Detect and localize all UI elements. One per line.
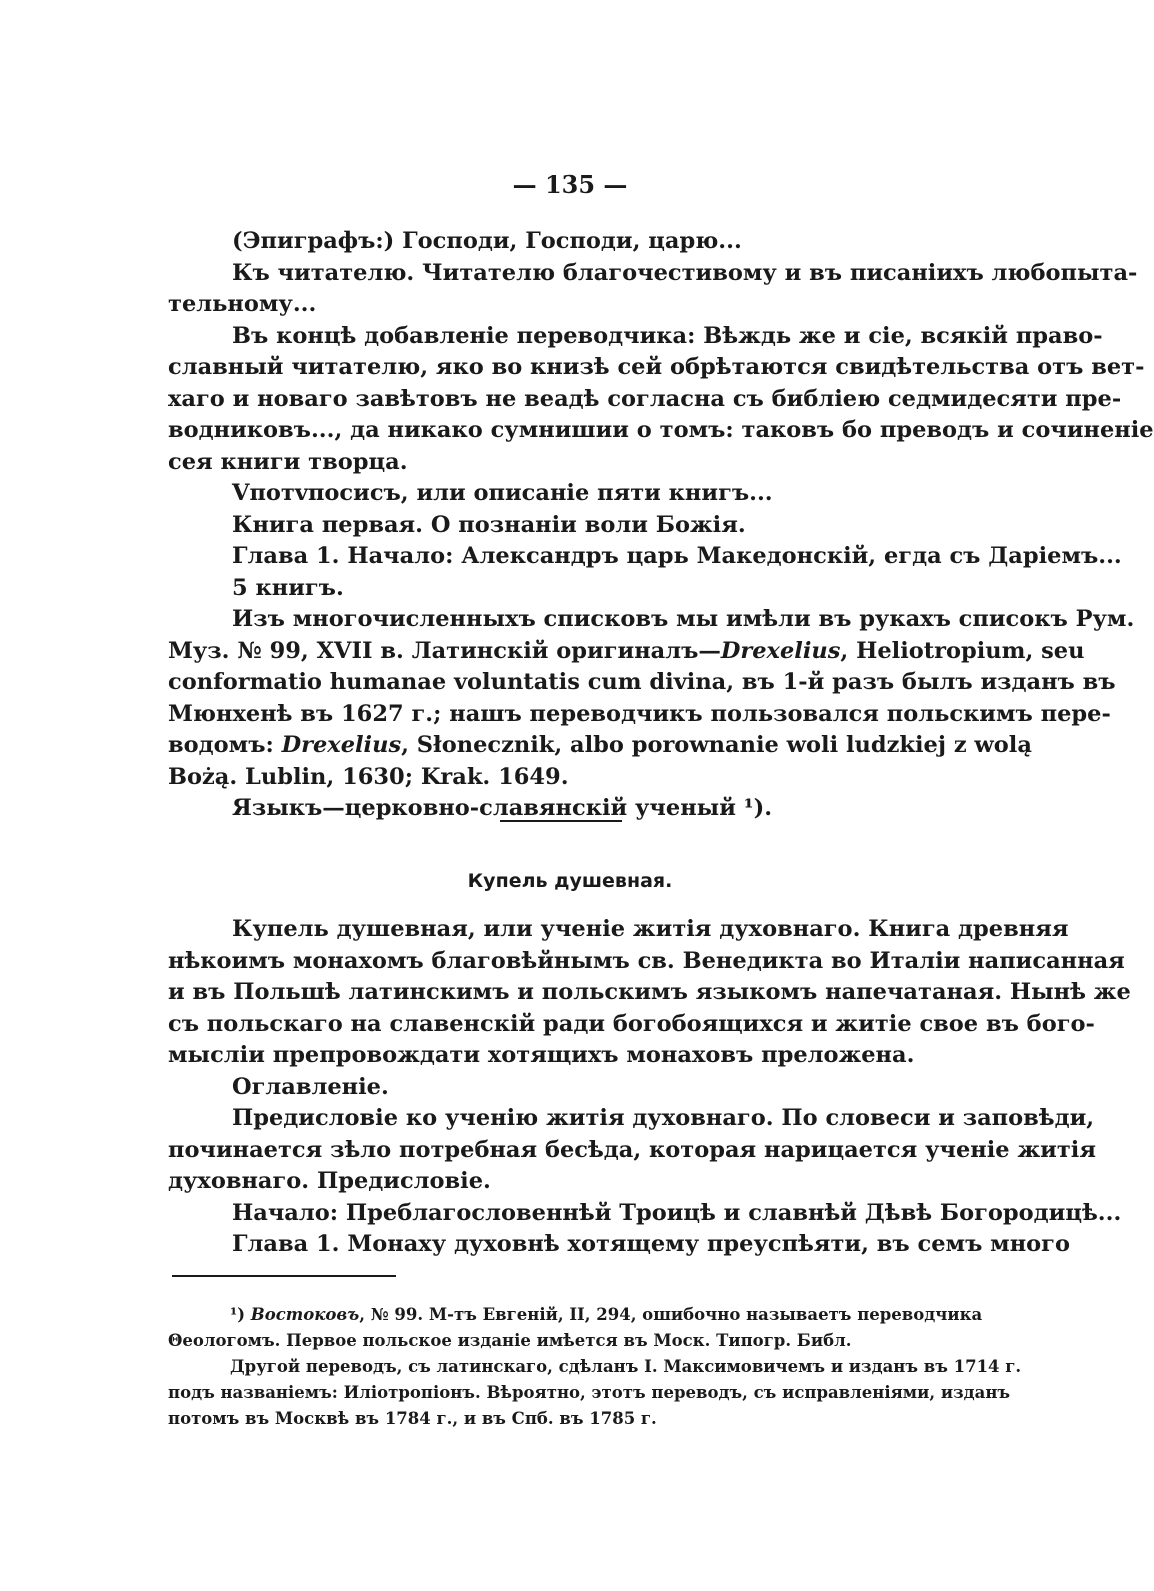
footnote-line: Θеологомъ. Первое польское изданіе имѣется въ Моск. Типогр. Библ. <box>168 1331 852 1350</box>
text-line: тельному... <box>168 291 317 317</box>
page-number: — 135 — <box>512 170 628 199</box>
text-line: Изъ многочисленныхъ списковъ мы имѣли въ рукахъ списокъ Рум. <box>232 606 1135 632</box>
text-line: хаго и новаго завѣтовъ не веадѣ согласна съ библіею седмидесяти пре- <box>168 385 1122 412</box>
section-title: Купель душевная. <box>467 870 673 892</box>
bibliographic-entry-kupel <box>168 914 1131 1261</box>
author-name-italic: Drexelius <box>720 637 841 664</box>
text-line: мысліи препровождати хотящихъ монаховъ преложена. <box>168 1042 915 1068</box>
text-line: Bożą. Lublin, 1630; Krak. 1649. <box>168 763 569 790</box>
text-line: Въ концѣ добавленіе переводчика: Вѣждь же и сіе, всякій право- <box>232 322 1103 349</box>
text-segment: , № 99. М-тъ Евгеній, II, 294, ошибочно называетъ переводчика <box>359 1305 983 1324</box>
text-line: Глава 1. Монаху духовнѣ хотящему преуспѣяти, въ семъ много <box>232 1231 1070 1257</box>
text-line: conformatio humanae voluntatis cum divina, въ 1-й разъ былъ изданъ въ <box>168 669 1116 695</box>
text-line <box>168 730 1032 762</box>
text-line: Языкъ—церковно-славянскій ученый ¹). <box>232 795 773 821</box>
text-line: 5 книгъ. <box>232 574 344 601</box>
footnote-line: подъ названіемъ: Иліотропіонъ. Вѣроятно, этотъ переводъ, съ исправленіями, изданъ <box>168 1383 1011 1402</box>
text-line: духовнаго. Предисловіе. <box>168 1168 491 1194</box>
text-segment: , Słonecznik, albo porownanie woli ludzkiej z wolą <box>401 732 1032 758</box>
text-segment: , Heliotropium, seu <box>840 637 1085 664</box>
footnote-divider <box>172 1275 396 1277</box>
footnote-marker: ¹) <box>230 1305 251 1324</box>
footnote-line: Другой переводъ, съ латинскаго, сдѣланъ І. Максимовичемъ и изданъ въ 1714 г. <box>230 1357 1022 1376</box>
footnote-line <box>168 1302 983 1328</box>
text-line: Купель душевная, или ученіе житія духовнаго. Книга древняя <box>232 916 1069 942</box>
text-line: Книга первая. О познаніи воли Божія. <box>232 511 746 538</box>
section-divider <box>500 820 622 822</box>
text-line: сея книги творца. <box>168 448 408 475</box>
author-name-italic: Drexelius <box>281 732 402 758</box>
text-segment: водомъ: <box>168 732 282 758</box>
text-line: Глава 1. Начало: Александръ царь Македонскій, егда съ Даріемъ... <box>232 543 1122 569</box>
text-line: починается зѣло потребная бесѣда, которая нарицается ученіе житія <box>168 1136 1096 1163</box>
text-line: Къ читателю. Читателю благочестивому и въ писаніихъ любопыта- <box>232 259 1138 286</box>
text-line: Начало: Преблагословеннѣй Троицѣ и славнѣй Дѣвѣ Богородицѣ... <box>232 1199 1122 1226</box>
bibliographic-entry-drexelius <box>168 226 1154 825</box>
text-line: Vпотvпосисъ, или описаніе пяти книгъ... <box>232 480 773 506</box>
footnotes <box>168 1302 1022 1432</box>
text-line: водниковъ..., да никако сумнишии о томъ: таковъ бо преводъ и сочиненіе <box>168 417 1154 443</box>
text-line: (Эпиграфъ:) Господи, Господи, царю... <box>232 228 742 254</box>
text-line: нѣкоимъ монахомъ благовѣйнымъ св. Венедикта во Италіи написанная <box>168 947 1125 974</box>
text-line: Оглавленіе. <box>232 1073 389 1100</box>
text-line: съ польскаго на славенскій ради богобоящихся и житіе свое въ бого- <box>168 1010 1095 1037</box>
text-line: Предисловіе ко ученію житія духовнаго. По словеси и заповѣди, <box>232 1105 1095 1131</box>
text-line: славный читателю, яко во книзѣ сей обрѣтаются свидѣтельства отъ вет- <box>168 354 1145 380</box>
footnote-line: потомъ въ Москвѣ въ 1784 г., и въ Спб. въ 1785 г. <box>168 1409 657 1428</box>
text-line <box>168 636 1085 668</box>
text-line: Мюнхенѣ въ 1627 г.; нашъ переводчикъ пользовался польскимъ пере- <box>168 700 1111 727</box>
author-name-italic: Востоковъ <box>250 1305 360 1324</box>
text-segment: Муз. № 99, XVII в. Латинскій оригиналъ— <box>168 637 721 664</box>
text-line: и въ Польшѣ латинскимъ и польскимъ языкомъ напечатаная. Нынѣ же <box>168 979 1131 1005</box>
